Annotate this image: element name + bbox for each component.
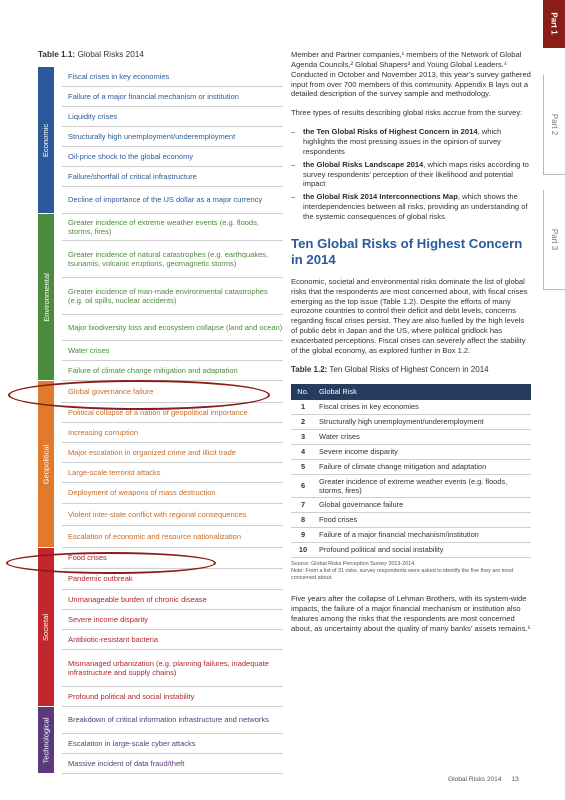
risk-row: Food crises xyxy=(62,548,283,569)
table-row: 6 Greater incidence of extreme weather events (e.g. floods, storms, fires) xyxy=(291,475,531,498)
table-1-1 xyxy=(38,50,283,774)
closing-paragraph: Five years after the collapse of Lehman Brothers, with its system-wide impacts, the failure of a major financial mechanism or institution also features among the risks that the respondents are most concerned about, as uncertainty about the quality of many banks’ assets remains.⁵ xyxy=(291,594,531,633)
intro-paragraph: Member and Partner companies,¹ members of the Network of Global Agenda Councils,² Global Shapers³ and Young Global Leaders.⁴ Conducted in October and November 2013, this year’s survey gathered input from over 700 members of this community. Appendix B lays out a detailed description of the survey sample and methodology. xyxy=(291,50,531,99)
risk-row: Decline of importance of the US dollar as a major currency xyxy=(62,187,283,214)
table-row: 2 Structurally high unemployment/underemployment xyxy=(291,415,531,430)
risk-row: Profound political and social instability xyxy=(62,687,283,707)
risk-row: Major biodiversity loss and ecosystem collapse (land and ocean) xyxy=(62,315,283,341)
list-item: – the Global Risks Landscape 2014, which maps risks according to survey respondents’ perception of their likelihood and potential impact xyxy=(291,160,531,190)
risk-row: Violent inter-state conflict with regional consequences xyxy=(62,504,283,526)
category-technological xyxy=(38,707,283,774)
table-row: 9 Failure of a major financial mechanism/institution xyxy=(291,528,531,543)
category-label-technological: Technological xyxy=(38,707,54,774)
risk-row: Escalation in large-scale cyber attacks xyxy=(62,734,283,754)
risk-row: Escalation of economic and resource nationalization xyxy=(62,526,283,548)
risk-row: Antibiotic-resistant bacteria xyxy=(62,630,283,650)
category-economic xyxy=(38,67,283,214)
risk-row: Major escalation in organized crime and illicit trade xyxy=(62,443,283,463)
tab-part-3[interactable]: Part 3 xyxy=(543,190,565,290)
table-note: Note: From a list of 31 risks, survey respondents were asked to identify the five they are most concerned about. xyxy=(291,568,514,582)
risk-row: Greater incidence of natural catastrophes (e.g. earthquakes, tsunamis, volcanic eruptions, geomagnetic storms) xyxy=(62,241,283,278)
category-label-environmental: Environmental xyxy=(38,214,54,381)
risk-row: Failure of a major financial mechanism or institution xyxy=(62,87,283,107)
risk-row: Large-scale terrorist attacks xyxy=(62,463,283,483)
table-row: 7 Global governance failure xyxy=(291,498,531,513)
risk-row: Massive incident of data fraud/theft xyxy=(62,754,283,774)
right-column xyxy=(291,50,531,643)
highlight-ellipse-pandemic xyxy=(6,552,216,574)
table-row: 5 Failure of climate change mitigation and adaptation xyxy=(291,460,531,475)
risk-row: Political collapse of a nation of geopolitical importance xyxy=(62,403,283,423)
category-label-geopolitical: Geopolitical xyxy=(38,381,54,548)
part-tabs xyxy=(543,0,565,300)
column-header-risk: Global Risk xyxy=(315,384,531,400)
risk-row: Liquidity crises xyxy=(62,107,283,127)
category-environmental xyxy=(38,214,283,381)
risk-row: Fiscal crises in key economies xyxy=(62,67,283,87)
page-number: 13 xyxy=(511,776,519,783)
risk-row: Oil-price shock to the global economy xyxy=(62,147,283,167)
footer-label: Global Risks 2014 xyxy=(448,776,502,783)
risk-row: Pandemic outbreak xyxy=(62,569,283,590)
risk-row: Greater incidence of extreme weather events (e.g. floods, storms, fires) xyxy=(62,214,283,241)
table-source: Source: Global Risks Perception Survey 2013-2014. xyxy=(291,561,416,568)
risk-row: Breakdown of critical information infrastructure and networks xyxy=(62,707,283,734)
risk-row: Increasing corruption xyxy=(62,423,283,443)
table-row: 8 Food crises xyxy=(291,513,531,528)
highlight-ellipse-governance xyxy=(8,380,270,410)
category-label-economic: Economic xyxy=(38,67,54,214)
table-row: 3 Water crises xyxy=(291,430,531,445)
risk-row: Failure of climate change mitigation and adaptation xyxy=(62,361,283,381)
risk-row: Mismanaged urbanization (e.g. planning failures, inadequate infrastructure and supply chains) xyxy=(62,650,283,687)
table-row: 1 Fiscal crises in key economies xyxy=(291,400,531,415)
risk-row: Global governance failure xyxy=(62,381,283,403)
risk-row: Failure/shortfall of critical infrastructure xyxy=(62,167,283,187)
risk-row: Severe income disparity xyxy=(62,610,283,630)
table-1-2 xyxy=(291,384,531,558)
table-1-1-title: Table 1.1: Global Risks 2014 xyxy=(38,50,144,59)
table-row: 10 Profound political and social instability xyxy=(291,543,531,558)
result-types-list xyxy=(291,127,531,222)
tab-part-1[interactable]: Part 1 xyxy=(543,0,565,48)
list-item: – the Global Risk 2014 Interconnections Map, which shows the interdependencies between all risks, providing an understanding of the systemic consequences of global risks. xyxy=(291,192,531,222)
column-header-no: No. xyxy=(291,384,315,400)
table-1-2-title: Table 1.2: Ten Global Risks of Highest Concern in 2014 xyxy=(291,364,489,374)
body-paragraph: Economic, societal and environmental risks dominate the list of global risks that the respondents are most concerned about, with fiscal crises emerging as the top issue (Table 1.2). Despite the efforts of many eurozone countries to control their deficit and debt levels, concerns regarding fiscal crises persist. They are also fuelled by the high levels of public debt in Japan and the US, where political gridlock has exacerbated perceptions. Fiscal crises can severely affect the stability of the global economy, as explored further in Box 1.2. xyxy=(291,276,528,355)
page-footer xyxy=(448,776,519,783)
risk-row: Greater incidence of man-made environmental catastrophes (e.g. oil spills, nuclear accidents) xyxy=(62,278,283,315)
types-intro: Three types of results describing global risks accrue from the survey: xyxy=(291,108,523,118)
table-row: 4 Severe income disparity xyxy=(291,445,531,460)
risk-row: Water crises xyxy=(62,341,283,361)
section-heading: Ten Global Risks of Highest Concern in 2014 xyxy=(291,235,523,268)
risk-row: Deployment of weapons of mass destruction xyxy=(62,483,283,504)
category-label-societal: Societal xyxy=(38,548,54,707)
risk-row: Unmanageable burden of chronic disease xyxy=(62,590,283,610)
risk-row: Structurally high unemployment/underemployment xyxy=(62,127,283,147)
tab-part-2[interactable]: Part 2 xyxy=(543,75,565,175)
list-item: – the Ten Global Risks of Highest Concern in 2014, which highlights the most pressing issues in the opinion of survey respondents xyxy=(291,127,531,157)
